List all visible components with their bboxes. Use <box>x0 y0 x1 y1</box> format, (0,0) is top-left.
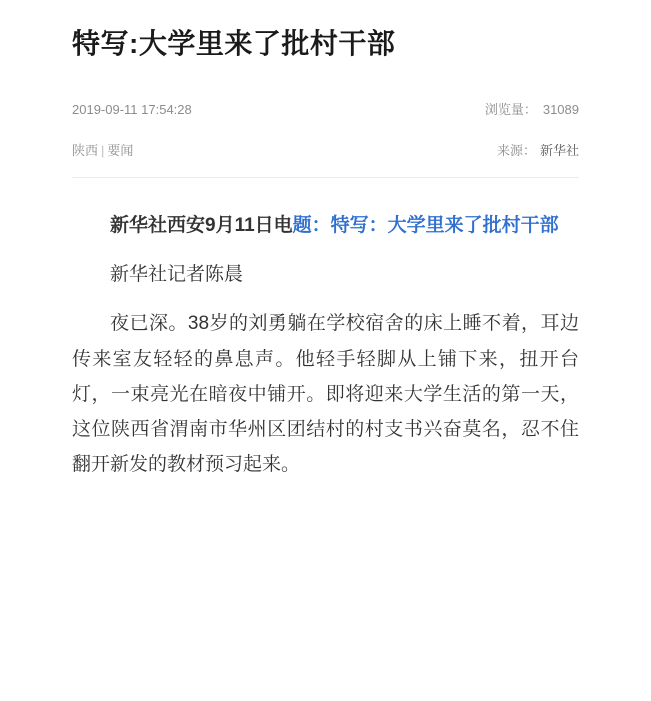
lead-dateline: 新华社西安9月11日电 <box>110 215 293 237</box>
view-count-group <box>485 99 579 118</box>
article-lead <box>72 208 579 243</box>
article-meta-secondary <box>72 140 579 159</box>
source-label: 来源： <box>496 143 536 159</box>
source-group <box>497 140 579 159</box>
category-section[interactable]: 要闻 <box>107 143 134 159</box>
view-count-value: 31089 <box>542 102 579 118</box>
category-region[interactable]: 陕西 <box>72 143 99 159</box>
header-divider <box>72 177 579 178</box>
page-title: 特写:大学里来了批村干部 <box>72 28 396 59</box>
source-name: 新华社 <box>539 143 579 159</box>
article-meta-primary <box>72 99 579 118</box>
view-count-label: 浏览量： <box>484 102 537 118</box>
category-group <box>72 140 133 159</box>
article-body <box>72 208 579 482</box>
lead-headline: 题：特写：大学里来了批村干部 <box>292 215 559 237</box>
category-separator: | <box>101 143 105 159</box>
publish-timestamp: 2019-09-11 17:54:28 <box>72 102 192 118</box>
article-byline: 新华社记者陈晨 <box>110 264 244 286</box>
article-paragraph: 夜已深。38岁的刘勇躺在学校宿舍的床上睡不着，耳边传来室友轻轻的鼻息声。他轻手轻脚从上铺下来，扭开台灯，一束亮光在暗夜中铺开。即将迎来大学生活的第一天，这位陕西省渭南市华州区团结村的村支书兴奋莫名，忍不住翻开新发的教材预习起来。 <box>72 313 579 476</box>
